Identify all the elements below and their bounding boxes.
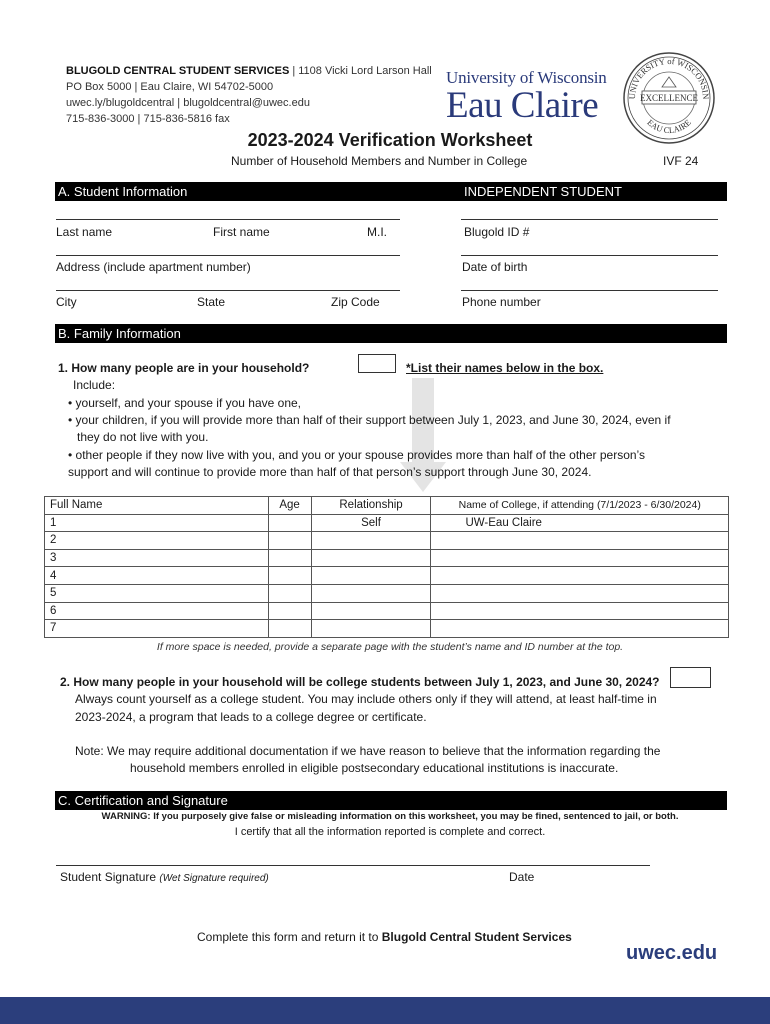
col-header-college: Name of College, if attending (7/1/2023 - 6/30/2024): [431, 497, 729, 515]
row-number[interactable]: 6: [45, 602, 269, 620]
age-cell[interactable]: [268, 602, 311, 620]
question-2-line2: 2023-2024, a program that leads to a college degree or certificate.: [75, 710, 427, 724]
row-number[interactable]: 5: [45, 584, 269, 602]
seal-bottom-text: EAU CLAIRE: [645, 117, 693, 136]
name-line[interactable]: [56, 219, 400, 220]
row-number[interactable]: 4: [45, 567, 269, 585]
section-a-title: A. Student Information: [58, 184, 188, 199]
note-line1: Note: We may require additional documentation if we have reason to believe that the information regarding the: [75, 744, 661, 758]
signature-note: (Wet Signature required): [159, 873, 269, 884]
phone-line[interactable]: [461, 290, 718, 291]
logo-line1: University of Wisconsin: [446, 68, 607, 87]
signature-label: Student Signature: [60, 870, 157, 884]
section-b-title: B. Family Information: [58, 326, 181, 341]
section-b-header: [55, 324, 727, 343]
footer-office-name: Blugold Central Student Services: [381, 930, 572, 944]
section-c-header: [55, 791, 727, 810]
form-code: IVF 24: [663, 154, 699, 168]
include-bullet-2: • your children, if you will provide more than half of their support between July 1, 2023, and June 30, 2024, even if: [68, 413, 671, 427]
seal-center-text: EXCELLENCE: [640, 93, 698, 103]
seal-emblem-icon: [662, 77, 676, 87]
question-2-line1: Always count yourself as a college student. You may include others only if they will attend, at least half-time in: [75, 692, 657, 706]
phone-label: Phone number: [462, 295, 541, 309]
blugold-id-line[interactable]: [461, 219, 718, 220]
office-address-line2: PO Box 5000 | Eau Claire, WI 54702-5000: [66, 81, 274, 93]
office-name: BLUGOLD CENTRAL STUDENT SERVICES: [66, 65, 290, 77]
warning-text: WARNING: If you purposely give false or misleading information on this worksheet, you may be fined, sentenced to jail, or both.: [101, 811, 679, 822]
footer-instruction-text: Complete this form and return it to: [197, 930, 382, 944]
certify-text: I certify that all the information reported is complete and correct.: [234, 826, 546, 838]
table-row: [45, 549, 729, 567]
college-cell[interactable]: [431, 567, 729, 585]
age-cell[interactable]: [268, 532, 311, 550]
office-address-line1: | 1108 Vicki Lord Larson Hall: [289, 65, 432, 77]
college-count-box[interactable]: [670, 667, 711, 688]
dob-label: Date of birth: [462, 260, 528, 274]
college-cell[interactable]: UW-Eau Claire: [431, 514, 729, 532]
include-bullet-2-cont: they do not live with you.: [77, 430, 209, 444]
date-label: Date: [509, 870, 535, 884]
zip-label: Zip Code: [331, 295, 380, 309]
office-web: uwec.ly/blugoldcentral | blugoldcentral@uwec.edu: [66, 97, 310, 109]
office-phone: 715-836-3000 | 715-836-5816 fax: [66, 113, 230, 125]
table-row: [45, 514, 729, 532]
relationship-cell[interactable]: [311, 620, 431, 638]
first-name-label: First name: [213, 225, 270, 239]
col-header-relationship: Relationship: [311, 497, 431, 515]
mi-label: M.I.: [367, 225, 387, 239]
last-name-label: Last name: [56, 225, 113, 239]
logo-line2: Eau Claire: [446, 85, 599, 126]
age-cell[interactable]: [268, 567, 311, 585]
footer-instruction: [197, 930, 572, 944]
household-table: [44, 496, 729, 638]
college-cell[interactable]: [431, 602, 729, 620]
city-label: City: [56, 295, 77, 309]
relationship-cell[interactable]: [311, 602, 431, 620]
age-cell[interactable]: [268, 549, 311, 567]
household-count-box[interactable]: [358, 354, 396, 373]
office-info: [66, 63, 432, 127]
col-header-full-name: Full Name: [45, 497, 269, 515]
row-number[interactable]: 2: [45, 532, 269, 550]
table-row: [45, 602, 729, 620]
table-row: [45, 567, 729, 585]
state-label: State: [197, 295, 226, 309]
col-header-age: Age: [268, 497, 311, 515]
section-a-header: [55, 182, 727, 201]
relationship-cell[interactable]: [311, 549, 431, 567]
include-bullet-3: • other people if they now live with you, and you or your spouse provides more than half of the other person’s: [68, 448, 645, 462]
relationship-cell[interactable]: [311, 584, 431, 602]
table-header-row: [45, 497, 729, 515]
row-number[interactable]: 7: [45, 620, 269, 638]
college-cell[interactable]: [431, 549, 729, 567]
university-logo: [446, 68, 607, 124]
seal-top-text: UNIVERSITY of WISCONSIN: [626, 55, 712, 100]
footer-site[interactable]: uwec.edu: [626, 942, 718, 964]
include-bullet-3-cont: support and will continue to provide more than half of that person’s support through June 30, 2024.: [68, 465, 592, 479]
note-line2: household members enrolled in eligible postsecondary educational institutions is inaccurate.: [130, 761, 619, 775]
college-cell[interactable]: [431, 620, 729, 638]
relationship-cell[interactable]: Self: [311, 514, 431, 532]
table-row: [45, 620, 729, 638]
blugold-id-label: Blugold ID #: [464, 225, 530, 239]
city-line[interactable]: [56, 290, 400, 291]
age-cell[interactable]: [268, 514, 311, 532]
independent-student-title: INDEPENDENT STUDENT: [464, 184, 622, 199]
footer-bar: [0, 997, 770, 1024]
college-cell[interactable]: [431, 532, 729, 550]
dob-line[interactable]: [461, 255, 718, 256]
include-label: Include:: [73, 378, 116, 392]
age-cell[interactable]: [268, 620, 311, 638]
question-2: 2. How many people in your household will be college students between July 1, 2023, and June 30, 2024?: [60, 675, 660, 689]
section-c-title: C. Certification and Signature: [58, 793, 228, 808]
question-1: 1. How many people are in your household?: [58, 361, 310, 375]
table-row: [45, 584, 729, 602]
address-line[interactable]: [56, 255, 400, 256]
include-bullet-1: • yourself, and your spouse if you have one,: [68, 396, 302, 410]
page-title: 2023-2024 Verification Worksheet: [247, 130, 533, 150]
list-names-note: *List their names below in the box.: [406, 361, 604, 375]
row-number[interactable]: 3: [45, 549, 269, 567]
college-cell[interactable]: [431, 584, 729, 602]
relationship-cell[interactable]: [311, 567, 431, 585]
table-row: [45, 532, 729, 550]
row-number[interactable]: 1: [45, 514, 269, 532]
signature-line[interactable]: [56, 865, 650, 866]
page-subtitle: Number of Household Members and Number in College: [231, 154, 528, 168]
table-note: If more space is needed, provide a separate page with the student’s name and ID number at the top.: [156, 641, 624, 653]
address-label: Address (include apartment number): [56, 260, 251, 274]
relationship-cell[interactable]: [311, 532, 431, 550]
age-cell[interactable]: [268, 584, 311, 602]
